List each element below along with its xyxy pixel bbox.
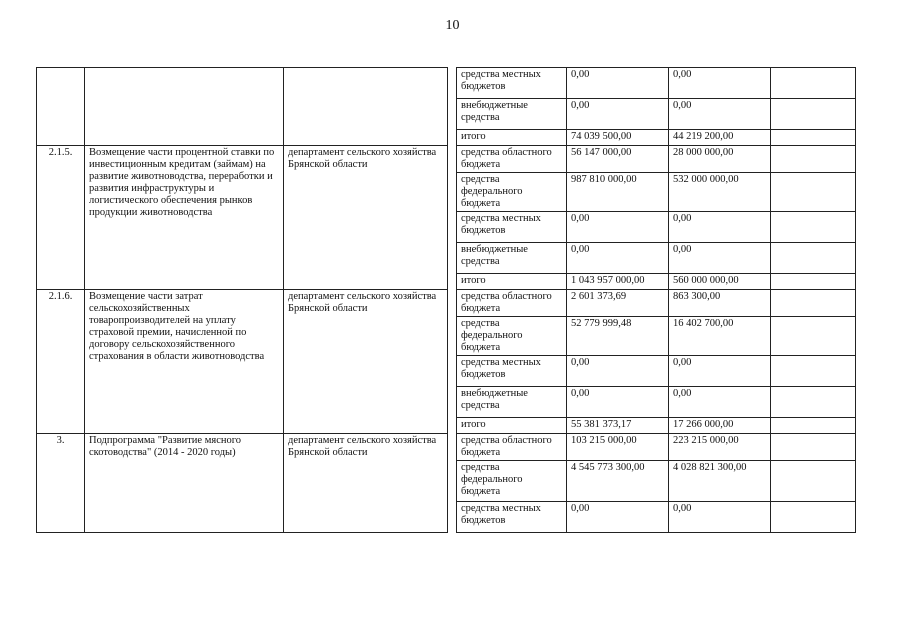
funding-source-cell: средства федерального бюджета (457, 317, 567, 356)
table-body (37, 68, 856, 533)
funding-source-cell: итого (457, 130, 567, 146)
empty-cell (771, 212, 856, 243)
empty-cell (771, 434, 856, 461)
amount-cell-2: 0,00 (669, 502, 771, 533)
funding-source-cell: средства областного бюджета (457, 434, 567, 461)
funding-source-cell: средства федерального бюджета (457, 461, 567, 502)
amount-cell-1: 74 039 500,00 (567, 130, 669, 146)
amount-cell-2: 560 000 000,00 (669, 274, 771, 290)
empty-cell (771, 68, 856, 99)
empty-cell (771, 317, 856, 356)
gap-cell (448, 212, 457, 243)
item-number-cell: 2.1.5. (37, 146, 85, 290)
table-row (37, 290, 856, 317)
funding-source-cell: внебюджетные средства (457, 99, 567, 130)
amount-cell-1: 2 601 373,69 (567, 290, 669, 317)
table-row (37, 68, 856, 99)
gap-cell (448, 317, 457, 356)
amount-cell-1: 0,00 (567, 68, 669, 99)
event-name-cell: Подпрограмма "Развитие мясного скотоводства" (2014 - 2020 годы) (85, 434, 284, 533)
table-row (37, 434, 856, 461)
executor-cell: департамент сельского хозяйства Брянской области (284, 434, 448, 533)
page-number: 10 (445, 18, 460, 33)
executor-cell: департамент сельского хозяйства Брянской области (284, 146, 448, 290)
funding-source-cell: средства федерального бюджета (457, 173, 567, 212)
funding-source-cell: средства областного бюджета (457, 146, 567, 173)
empty-cell (771, 243, 856, 274)
amount-cell-1: 1 043 957 000,00 (567, 274, 669, 290)
funding-source-cell: внебюджетные средства (457, 387, 567, 418)
gap-cell (448, 173, 457, 212)
funding-source-cell: средства местных бюджетов (457, 502, 567, 533)
number-cell (37, 68, 85, 146)
funding-source-cell: средства местных бюджетов (457, 212, 567, 243)
budget-table (36, 67, 856, 533)
table-row (37, 146, 856, 173)
amount-cell-2: 44 219 200,00 (669, 130, 771, 146)
empty-cell (771, 290, 856, 317)
amount-cell-2: 28 000 000,00 (669, 146, 771, 173)
gap-cell (448, 243, 457, 274)
empty-cell (771, 461, 856, 502)
amount-cell-1: 0,00 (567, 99, 669, 130)
amount-cell-1: 987 810 000,00 (567, 173, 669, 212)
gap-cell (448, 461, 457, 502)
amount-cell-1: 103 215 000,00 (567, 434, 669, 461)
empty-cell (771, 387, 856, 418)
amount-cell-2: 0,00 (669, 387, 771, 418)
gap-cell (448, 68, 457, 99)
amount-cell-2: 532 000 000,00 (669, 173, 771, 212)
item-number-cell: 3. (37, 434, 85, 533)
amount-cell-1: 0,00 (567, 356, 669, 387)
amount-cell-2: 4 028 821 300,00 (669, 461, 771, 502)
funding-source-cell: средства местных бюджетов (457, 68, 567, 99)
amount-cell-1: 55 381 373,17 (567, 418, 669, 434)
amount-cell-1: 0,00 (567, 502, 669, 533)
empty-cell (771, 130, 856, 146)
amount-cell-2: 223 215 000,00 (669, 434, 771, 461)
amount-cell-2: 0,00 (669, 99, 771, 130)
amount-cell-1: 0,00 (567, 212, 669, 243)
funding-source-cell: итого (457, 418, 567, 434)
funding-source-cell: итого (457, 274, 567, 290)
amount-cell-1: 56 147 000,00 (567, 146, 669, 173)
funding-source-cell: средства областного бюджета (457, 290, 567, 317)
gap-cell (448, 387, 457, 418)
gap-cell (448, 418, 457, 434)
amount-cell-1: 0,00 (567, 387, 669, 418)
event-name-cell: Возмещение части затрат сельскохозяйственных товаропроизводителей на уплату страховой премии, начисленной по договору сельскохозяйственного страхования в области животноводства (85, 290, 284, 434)
gap-cell (448, 146, 457, 173)
amount-cell-2: 0,00 (669, 212, 771, 243)
amount-cell-2: 16 402 700,00 (669, 317, 771, 356)
empty-cell (771, 418, 856, 434)
amount-cell-1: 52 779 999,48 (567, 317, 669, 356)
empty-cell (771, 146, 856, 173)
item-number-cell: 2.1.6. (37, 290, 85, 434)
gap-cell (448, 130, 457, 146)
amount-cell-1: 0,00 (567, 243, 669, 274)
empty-cell (771, 99, 856, 130)
event-name-cell (85, 68, 284, 146)
empty-cell (771, 173, 856, 212)
funding-source-cell: средства местных бюджетов (457, 356, 567, 387)
amount-cell-1: 4 545 773 300,00 (567, 461, 669, 502)
executor-cell (284, 68, 448, 146)
amount-cell-2: 17 266 000,00 (669, 418, 771, 434)
gap-cell (448, 290, 457, 317)
executor-cell: департамент сельского хозяйства Брянской области (284, 290, 448, 434)
gap-cell (448, 502, 457, 533)
gap-cell (448, 274, 457, 290)
funding-source-cell: внебюджетные средства (457, 243, 567, 274)
empty-cell (771, 356, 856, 387)
event-name-cell: Возмещение части процентной ставки по инвестиционным кредитам (займам) на развитие животноводства, переработки и развития инфраструктуры и логистического обеспечения рынков продукции животноводства (85, 146, 284, 290)
amount-cell-2: 0,00 (669, 356, 771, 387)
amount-cell-2: 863 300,00 (669, 290, 771, 317)
amount-cell-2: 0,00 (669, 68, 771, 99)
amount-cell-2: 0,00 (669, 243, 771, 274)
gap-cell (448, 99, 457, 130)
gap-cell (448, 356, 457, 387)
empty-cell (771, 274, 856, 290)
empty-cell (771, 502, 856, 533)
gap-cell (448, 434, 457, 461)
